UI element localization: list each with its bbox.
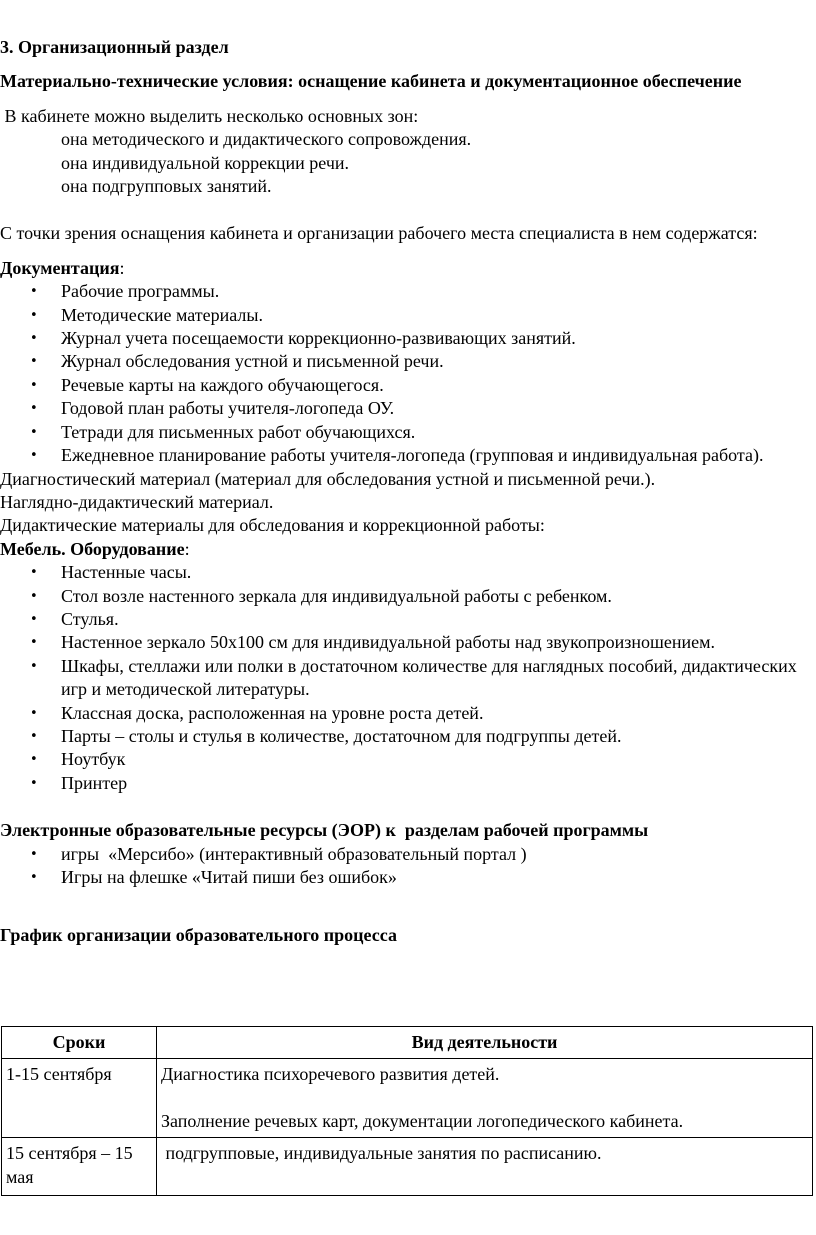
list-item: • Рабочие программы. — [0, 280, 816, 303]
zone-item: она методического и дидактического сопровождения. — [61, 129, 472, 150]
list-item: • Тетради для письменных работ обучающихся. — [0, 421, 816, 444]
zone-item: она индивидуальной коррекции речи. — [61, 152, 350, 173]
column-header: Сроки — [2, 1027, 157, 1059]
list-item: • Речевые карты на каждого обучающегося. — [0, 374, 816, 397]
activity-line: Заполнение речевых карт, документации логопедического кабинета. — [161, 1110, 684, 1131]
schedule-heading: График организации образовательного процесса — [0, 925, 397, 946]
period-cell: 15 сентября – 15 мая — [2, 1138, 157, 1196]
list-item: • Настенные часы. — [0, 561, 816, 584]
documentation-list — [0, 280, 816, 467]
list-item: • Стол возле настенного зеркала для индивидуальной работы с ребенком. — [0, 585, 816, 608]
list-item: • Классная доска, расположенная на уровне роста детей. — [0, 702, 816, 725]
list-item: • Стулья. — [0, 608, 816, 631]
list-item: • Ежедневное планирование работы учителя-логопеда (групповая и индивидуальная работа). — [0, 444, 816, 467]
furniture-heading: Мебель. Оборудование — [0, 538, 185, 559]
materials-line: Дидактические материалы для обследования и коррекционной работы: — [0, 515, 545, 536]
list-item: • Годовой план работы учителя-логопеда ОУ. — [0, 397, 816, 420]
activity-cell — [157, 1059, 813, 1138]
documentation-heading: Документация — [0, 257, 120, 278]
activity-line: Диагностика психоречевого развития детей. — [161, 1064, 500, 1085]
documentation-colon: : — [119, 257, 125, 278]
list-item: • Ноутбук — [0, 748, 816, 771]
list-item: • Настенное зеркало 50х100 см для индивидуальной работы над звукопроизношением. — [0, 631, 816, 654]
list-item: • игры «Мерсибо» (интерактивный образовательный портал ) — [0, 843, 816, 866]
furniture-list — [0, 561, 816, 795]
list-item: • Принтер — [0, 772, 816, 795]
furniture-colon: : — [184, 538, 190, 559]
furniture-heading-line — [0, 538, 816, 561]
section-title: 3. Организационный раздел — [0, 37, 229, 57]
table-header-row — [2, 1027, 813, 1059]
zones-intro: В кабинете можно выделить несколько основных зон: — [0, 105, 419, 126]
eor-heading: Электронные образовательные ресурсы (ЭОР) к разделам рабочей программы — [0, 820, 649, 841]
list-item: • Журнал обследования устной и письменной речи. — [0, 350, 816, 373]
list-item: • Парты – столы и стулья в количестве, достаточном для подгруппы детей. — [0, 725, 816, 748]
list-item: • Шкафы, стеллажи или полки в достаточном количестве для наглядных пособий, дидактических игр и методической литературы. — [0, 655, 816, 702]
period-cell: 1-15 сентября — [2, 1059, 157, 1138]
table-row — [2, 1138, 813, 1196]
column-header: Вид деятельности — [157, 1027, 813, 1059]
list-item: • Методические материалы. — [0, 304, 816, 327]
activity-line: подгрупповые, индивидуальные занятия по расписанию. — [161, 1143, 602, 1164]
document-page — [0, 36, 816, 948]
schedule-table — [1, 1026, 813, 1196]
materials-line: Диагностический материал (материал для обследования устной и письменной речи.). — [0, 468, 656, 489]
documentation-heading-line — [0, 257, 816, 280]
activity-cell — [157, 1138, 813, 1196]
list-item: • Журнал учета посещаемости коррекционно-развивающих занятий. — [0, 327, 816, 350]
table-row — [2, 1059, 813, 1138]
materials-line: Наглядно-дидактический материал. — [0, 491, 274, 512]
subtitle: Материально-технические условия: оснащение кабинета и документационное обеспечение — [0, 71, 742, 92]
zone-item: она подгрупповых занятий. — [61, 176, 272, 197]
equipment-intro: С точки зрения оснащения кабинета и организации рабочего места специалиста в нем содержатся: — [0, 223, 758, 244]
list-item: • Игры на флешке «Читай пиши без ошибок» — [0, 866, 816, 889]
eor-list — [0, 843, 816, 890]
